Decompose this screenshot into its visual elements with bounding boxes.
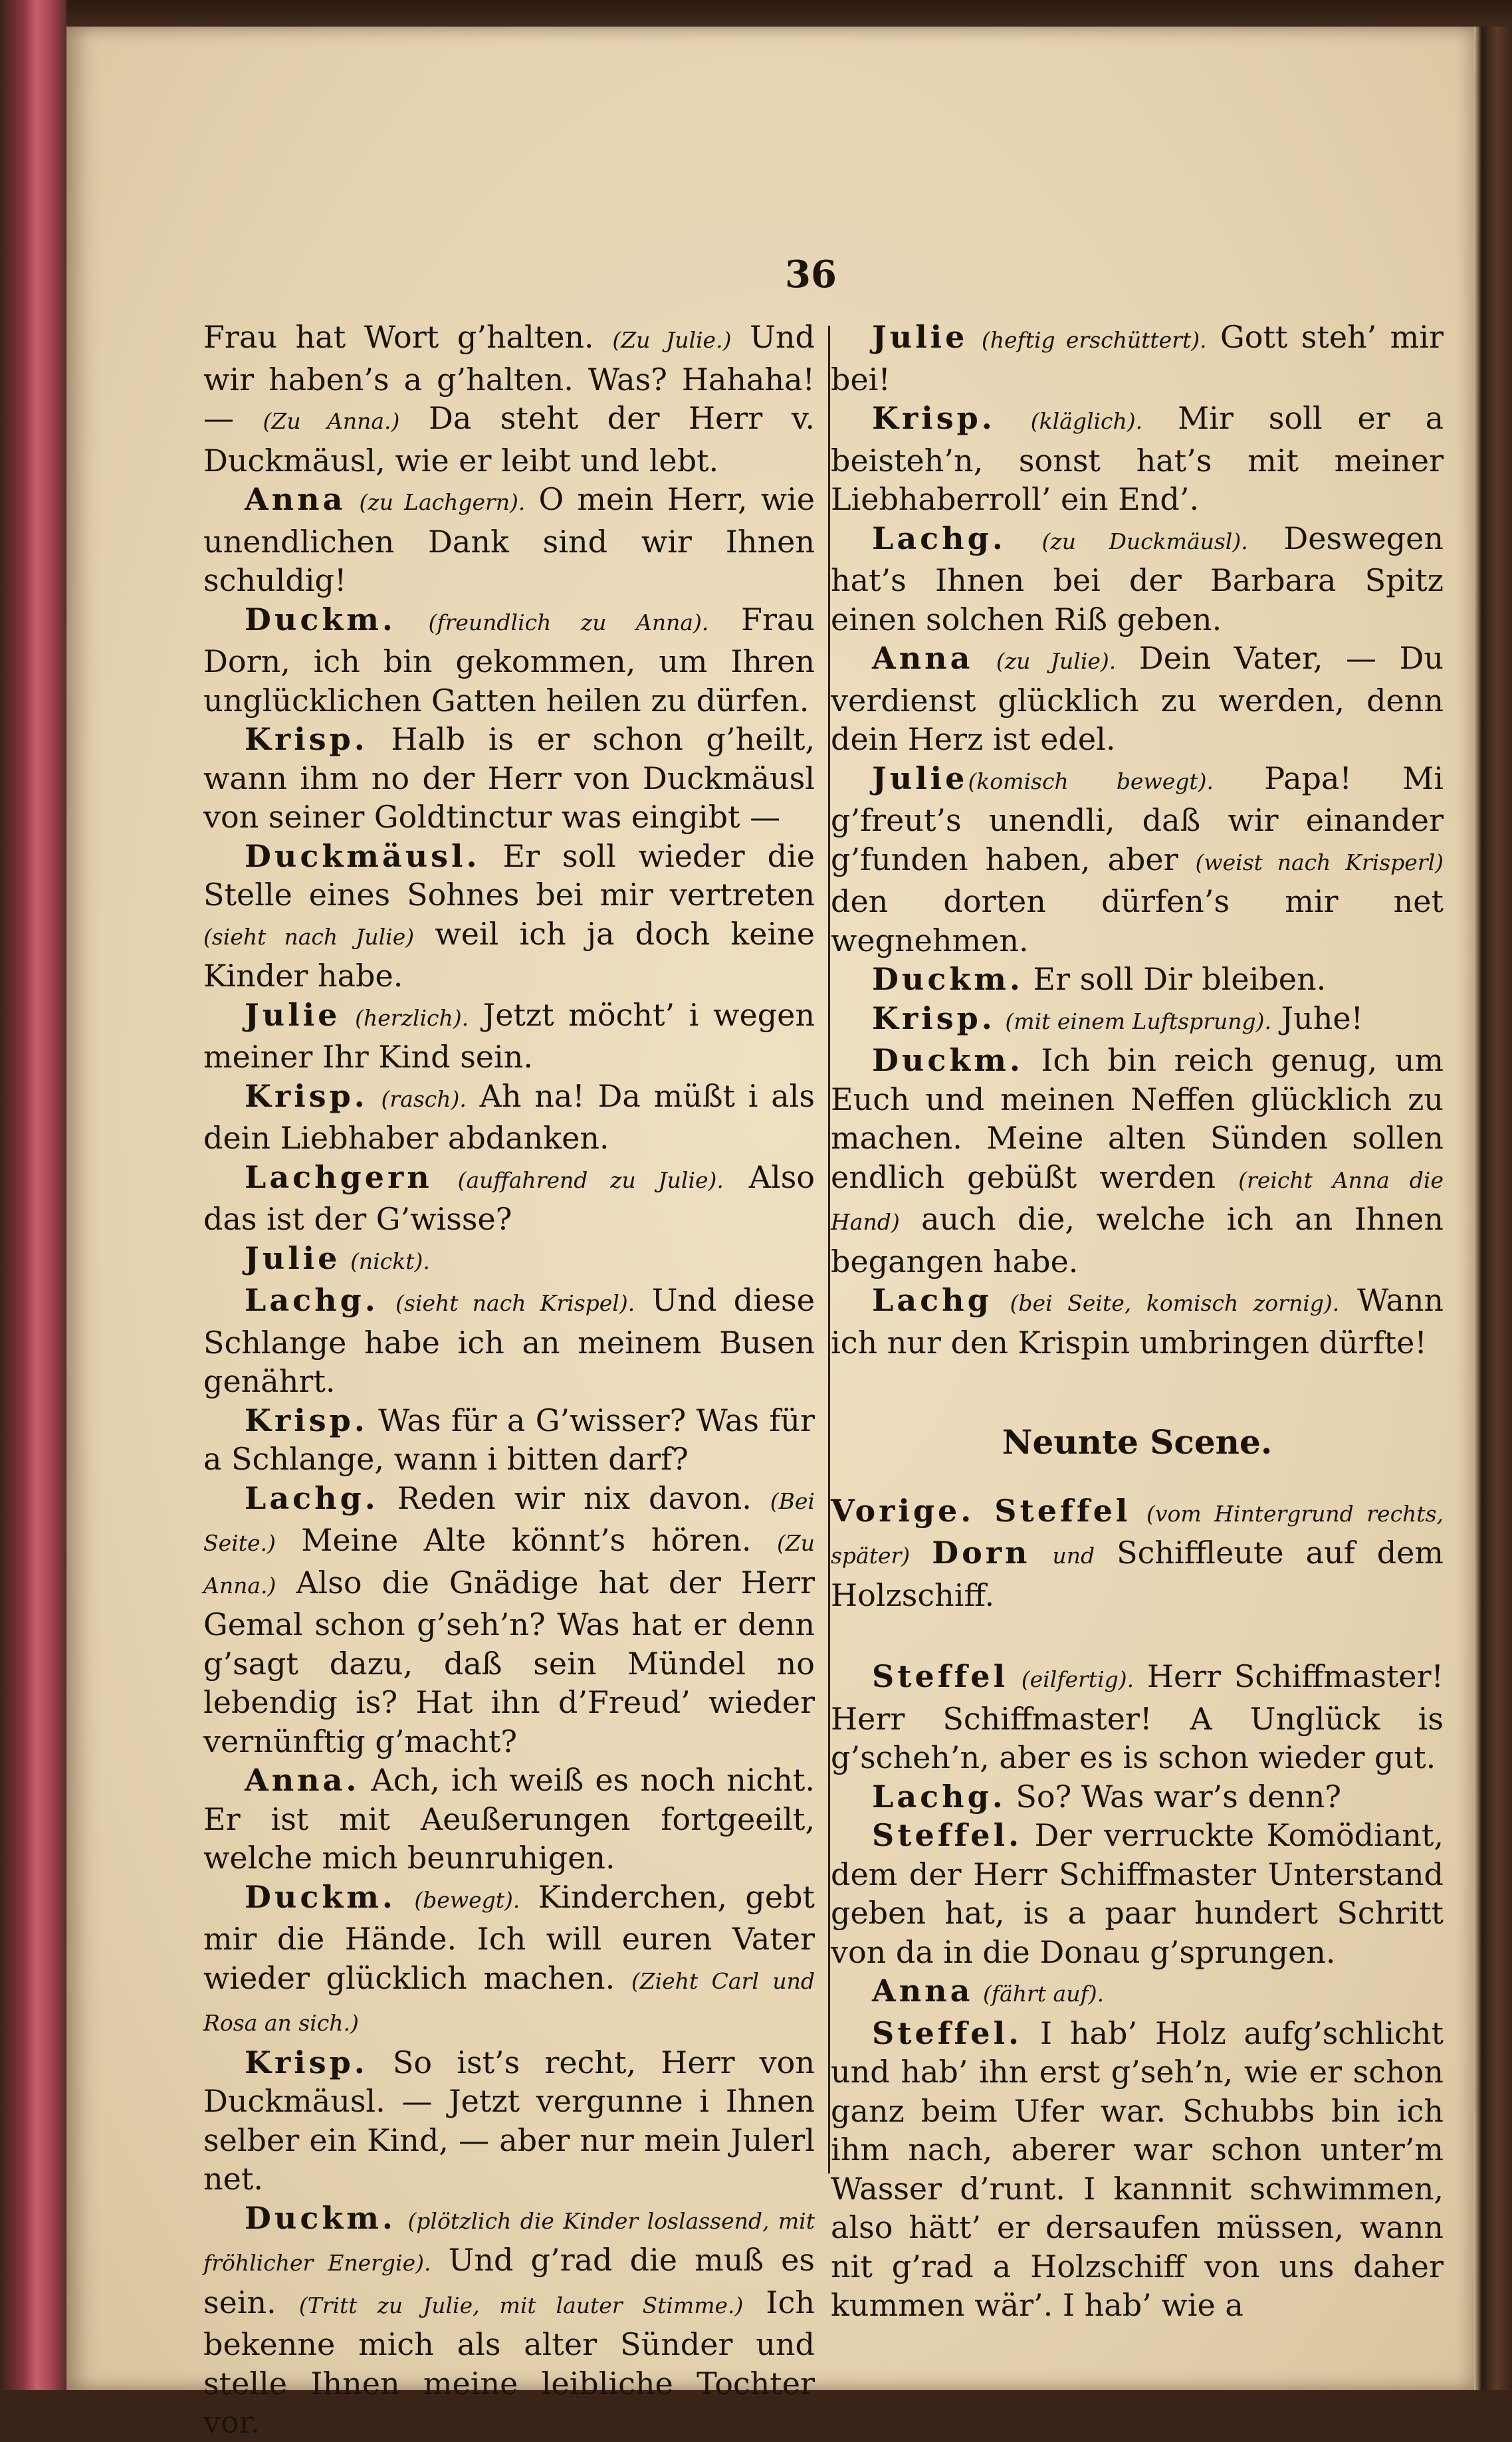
- dialogue-text: Er soll wieder die Stelle eines Sohnes bei mir vertreten: [203, 837, 815, 913]
- dialogue-text: Ich bekenne mich als alter Sünder und stelle Ihnen meine leibliche Tochter vor.: [203, 2284, 815, 2440]
- speaker-name: Anna: [872, 1973, 974, 2009]
- dialogue-text: [396, 1879, 414, 1915]
- dialogue-text: Ah na! Da müßt i als dein Liebhaber abdanken.: [203, 1077, 815, 1156]
- stage-direction: (bei Seite, komisch zornig).: [1010, 1290, 1340, 1316]
- dialogue-paragraph: [203, 318, 815, 480]
- dialogue-text: [992, 1282, 1010, 1318]
- dialogue-text: Und g’rad die muß es sein.: [203, 2242, 815, 2320]
- dialogue-text: Also die Gnädige hat der Herr Gemal schon g’seh’n? Was hat er denn g’sagt dazu, daß sein Mündel no lebendig is? Hat ihn d’Freud’ wieder vernünftig g’macht?: [203, 1564, 815, 1759]
- dialogue-text: I hab’ Holz aufg’schlicht und hab’ ihn erst g’seh’n, wie er schon ganz beim Ufer war. Schubbs bin ich ihm nach, aberer war schon unter’m Wasser d’runt. I kannnit schwimmen, also hätt’ er dersaufen müssen, wann nit g’rad a Holzschiff von uns daher kummen wär’. I hab’ wie a: [831, 2015, 1444, 2323]
- speaker-name: Steffel.: [872, 2015, 1023, 2051]
- speaker-name: Dorn: [932, 1535, 1031, 1571]
- dialogue-paragraph: [203, 1878, 815, 2043]
- speaker-name: Anna.: [245, 1762, 360, 1798]
- dialogue-text: So ist’s recht, Herr von Duckmäusl. — Jetzt vergunne i Ihnen selber ein Kind, — aber nur mein Julerl net.: [203, 2044, 815, 2197]
- speaker-name: Krisp.: [245, 2044, 368, 2080]
- speaker-name: Duckm.: [245, 1878, 396, 1915]
- dialogue-paragraph: [831, 639, 1444, 759]
- dialogue-text: [996, 400, 1031, 436]
- stage-direction: (fährt auf).: [983, 1981, 1105, 2007]
- dialogue-text: Reden wir nix davon.: [378, 1480, 770, 1516]
- stage-direction: (zu Julie).: [996, 648, 1117, 674]
- speaker-name: Krisp.: [872, 400, 996, 436]
- stage-direction: (Zieht Carl und Rosa an sich.): [203, 1967, 815, 2036]
- stage-direction: (kläglich).: [1030, 408, 1143, 434]
- dialogue-paragraph: [831, 2014, 1444, 2325]
- dialogue-paragraph: [203, 2043, 815, 2199]
- dialogue-text: O mein Herr, wie unendlichen Dank sind wir Ihnen schuldig!: [203, 481, 815, 598]
- dialogue-text: Kinderchen, gebt mir die Hände. Ich will euren Vater wieder glücklich machen.: [203, 1878, 815, 1996]
- dialogue-text: Und wir haben’s a g’halten. Was? Hahaha! —: [203, 319, 815, 436]
- dialogue-text: Ach, ich weiß es noch nicht. Er ist mit Aeußerungen fortgeeilt, welche mich beunruhigen.: [203, 1762, 815, 1876]
- dialogue-paragraph: [203, 1239, 815, 1281]
- stage-direction: (Zu Anna.): [203, 1530, 815, 1599]
- dialogue-text: weil ich ja doch keine Kinder habe.: [203, 915, 815, 994]
- stage-direction: (mit einem Luftsprung).: [1005, 1008, 1271, 1034]
- stage-direction: (Zu Anna.): [263, 408, 400, 434]
- dialogue-text: den dorten dürfen’s mir net wegnehmen.: [831, 883, 1444, 958]
- stage-direction: (reicht Anna die Hand): [831, 1166, 1444, 1235]
- speaker-name: Steffel.: [872, 1817, 1023, 1853]
- stage-direction: (sieht nach Krispel).: [395, 1290, 635, 1316]
- speaker-name: Lachg.: [872, 1778, 1006, 1815]
- right-column-dialogue-top: [831, 318, 1444, 1362]
- dialogue-text: Frau hat Wort g’halten.: [203, 319, 613, 355]
- stage-direction: (Bei Seite.): [203, 1488, 815, 1556]
- cast-line: [831, 1492, 1444, 1615]
- dialogue-paragraph: [203, 1077, 815, 1158]
- speaker-name: Vorige. Steffel: [831, 1492, 1131, 1529]
- left-column: [203, 318, 815, 2442]
- stage-direction: (plötzlich die Kinder loslassend, mit fröhlicher Energie).: [203, 2207, 815, 2276]
- dialogue-paragraph: [203, 1401, 815, 1479]
- speaker-name: Anna: [245, 481, 346, 517]
- scene-heading: Neunte Scene.: [1002, 1422, 1273, 1462]
- dialogue-paragraph: [203, 2199, 815, 2442]
- dialogue-text: [340, 997, 355, 1033]
- dialogue-text: Herr Schiffmaster! Herr Schiffmaster! A Unglück is g’scheh’n, aber es is schon wieder gut.: [831, 1658, 1444, 1775]
- speaker-name: Krisp.: [245, 1077, 368, 1114]
- dialogue-text: Wann ich nur den Krispin umbringen dürfte!: [831, 1282, 1444, 1361]
- dialogue-paragraph: [203, 1761, 815, 1878]
- dialogue-text: [973, 1973, 983, 2009]
- dialogue-text: Mir soll er a beisteh’n, sonst hat’s mit meiner Liebhaberroll’ ein End’.: [831, 400, 1444, 517]
- dialogue-text: [346, 481, 359, 517]
- dialogue-text: [1006, 520, 1042, 556]
- dialogue-paragraph: [203, 1158, 815, 1239]
- book-right-edge: [1474, 27, 1512, 2390]
- dialogue-paragraph: [831, 1041, 1444, 1281]
- page-number: 36: [785, 253, 837, 296]
- speaker-name: Julie: [245, 1240, 341, 1276]
- speaker-name: Krisp.: [245, 1402, 368, 1438]
- dialogue-text: Frau Dorn, ich bin gekommen, um Ihren unglücklichen Gatten heilen zu dürfen.: [203, 601, 815, 719]
- speaker-name: Duckmäusl.: [245, 837, 481, 874]
- speaker-name: Krisp.: [245, 721, 368, 757]
- right-column-dialogue-bottom: [831, 1657, 1444, 2325]
- stage-direction: (auffahrend zu Julie).: [457, 1166, 724, 1193]
- dialogue-paragraph: [831, 999, 1444, 1042]
- speaker-name: Anna: [872, 640, 974, 676]
- stage-direction: (bewegt).: [414, 1886, 520, 1913]
- dialogue-text: [396, 602, 429, 637]
- speaker-name: Julie: [245, 996, 341, 1033]
- dialogue-text: Und diese Schlange habe ich an meinem Busen genährt.: [203, 1282, 815, 1399]
- dialogue-text: [973, 640, 996, 676]
- dialogue-text: Ich bin reich genug, um Euch und meinen Neffen glücklich zu machen. Meine alten Sünden sollen endlich gebüßt werden: [831, 1042, 1444, 1195]
- stage-direction: (Zu Julie.): [612, 327, 732, 353]
- dialogue-text: Gott steh’ mir bei!: [831, 319, 1444, 397]
- stage-direction: (herzlich).: [355, 1004, 469, 1031]
- stage-direction: (Tritt zu Julie, mit lauter Stimme.): [298, 2292, 744, 2318]
- dialogue-paragraph: [203, 1281, 815, 1401]
- dialogue-paragraph: [203, 1479, 815, 1761]
- dialogue-text: Juhe!: [1271, 1000, 1364, 1036]
- stage-direction: (zu Duckmäusl).: [1041, 528, 1248, 554]
- dialogue-paragraph: [203, 996, 815, 1077]
- speaker-name: Lachg.: [245, 1480, 379, 1516]
- stage-direction: (heftig erschüttert).: [981, 327, 1207, 353]
- dialogue-text: Dein Vater, — Du verdienst glücklich zu werden, denn dein Herz ist edel.: [831, 640, 1444, 757]
- dialogue-text: Der verruckte Komödiant, dem der Herr Schiffmaster Unterstand geben hat, is a paar hundert Schritt von da in die Donau g’sprungen.: [831, 1817, 1444, 1970]
- speaker-name: Duckm.: [245, 601, 396, 637]
- dialogue-text: Halb is er schon g’heilt, wann ihm no der Herr von Duckmäusl von seiner Goldtinctur was eingibt —: [203, 721, 815, 835]
- right-column: [831, 318, 1444, 2325]
- dialogue-text: [910, 1535, 932, 1571]
- stage-direction: (rasch).: [381, 1085, 467, 1112]
- dialogue-paragraph: [831, 1971, 1444, 2014]
- stage-direction: (zu Lachgern).: [359, 489, 526, 515]
- dialogue-paragraph: [203, 480, 815, 600]
- dialogue-paragraph: [831, 1281, 1444, 1362]
- stage-direction: (eilfertig).: [1021, 1666, 1134, 1692]
- stage-direction: (freundlich zu Anna).: [428, 609, 709, 635]
- dialogue-text: Was für a G’wisser? Was für a Schlange, wann i bitten darf?: [203, 1402, 815, 1477]
- dialogue-paragraph: [203, 600, 815, 721]
- stage-direction: (vom Hintergrund rechts, später): [831, 1500, 1444, 1569]
- dialogue-paragraph: [831, 1777, 1444, 1817]
- dialogue-text: [433, 1159, 458, 1195]
- stage-direction: (sieht nach Julie): [203, 923, 415, 950]
- dialogue-text: auch die, welche ich an Ihnen begangen habe.: [831, 1201, 1444, 1279]
- dialogue-text: Papa! Mi g’freut’s unendli, daß wir einander g’funden haben, aber: [831, 760, 1444, 877]
- dialogue-text: [340, 1240, 350, 1276]
- dialogue-paragraph: [831, 1816, 1444, 1971]
- dialogue-paragraph: [203, 837, 815, 996]
- dialogue-text: Er soll Dir bleiben.: [1023, 961, 1327, 997]
- dialogue-paragraph: [831, 759, 1444, 960]
- book-spine: [0, 0, 66, 2390]
- dialogue-text: [1131, 1493, 1146, 1529]
- speaker-name: Julie: [872, 319, 968, 355]
- speaker-name: Krisp.: [872, 1000, 996, 1036]
- speaker-name: Lachg.: [872, 520, 1006, 556]
- dialogue-paragraph: [203, 720, 815, 837]
- dialogue-text: So? Was war’s denn?: [1006, 1778, 1342, 1815]
- dialogue-text: Deswegen hat’s Ihnen bei der Barbara Spitz einen solchen Riß geben.: [831, 520, 1444, 637]
- stage-direction: (komisch bewegt).: [968, 768, 1214, 794]
- stage-direction: (nickt).: [350, 1248, 430, 1274]
- dialogue-text: Also das ist der G’wisse?: [203, 1159, 815, 1237]
- dialogue-text: [368, 1078, 381, 1114]
- dialogue-text: [379, 1282, 395, 1318]
- speaker-name: Duckm.: [245, 2199, 396, 2236]
- speaker-name: Julie: [872, 760, 968, 796]
- speaker-name: Lachg: [872, 1282, 992, 1318]
- dialogue-text: [996, 1000, 1006, 1036]
- dialogue-paragraph: [831, 1657, 1444, 1777]
- dialogue-paragraph: [831, 519, 1444, 639]
- speaker-name: Steffel: [872, 1658, 1009, 1694]
- dialogue-text: [968, 319, 981, 355]
- speaker-name: Lachg.: [245, 1282, 379, 1318]
- dialogue-text: [1008, 1658, 1022, 1694]
- dialogue-text: Jetzt möcht’ i wegen meiner Ihr Kind sein.: [203, 996, 815, 1075]
- speaker-name: Duckm.: [872, 1042, 1024, 1078]
- speaker-name: Lachgern: [245, 1159, 433, 1195]
- dialogue-text: [396, 2200, 408, 2236]
- dialogue-text: Da steht der Herr v. Duckmäusl, wie er leibt und lebt.: [203, 400, 815, 479]
- dialogue-text: Meine Alte könnt’s hören.: [275, 1522, 777, 1558]
- stage-direction: (weist nach Krisperl): [1195, 849, 1444, 875]
- dialogue-text: Schiffleute auf dem Holzschiff.: [831, 1535, 1444, 1613]
- dialogue-text: [1030, 1535, 1052, 1571]
- dialogue-paragraph: [831, 318, 1444, 399]
- stage-direction: und: [1052, 1543, 1095, 1569]
- dialogue-paragraph: [831, 399, 1444, 519]
- dialogue-paragraph: [831, 960, 1444, 999]
- column-divider: [828, 326, 830, 2173]
- speaker-name: Duckm.: [872, 961, 1024, 997]
